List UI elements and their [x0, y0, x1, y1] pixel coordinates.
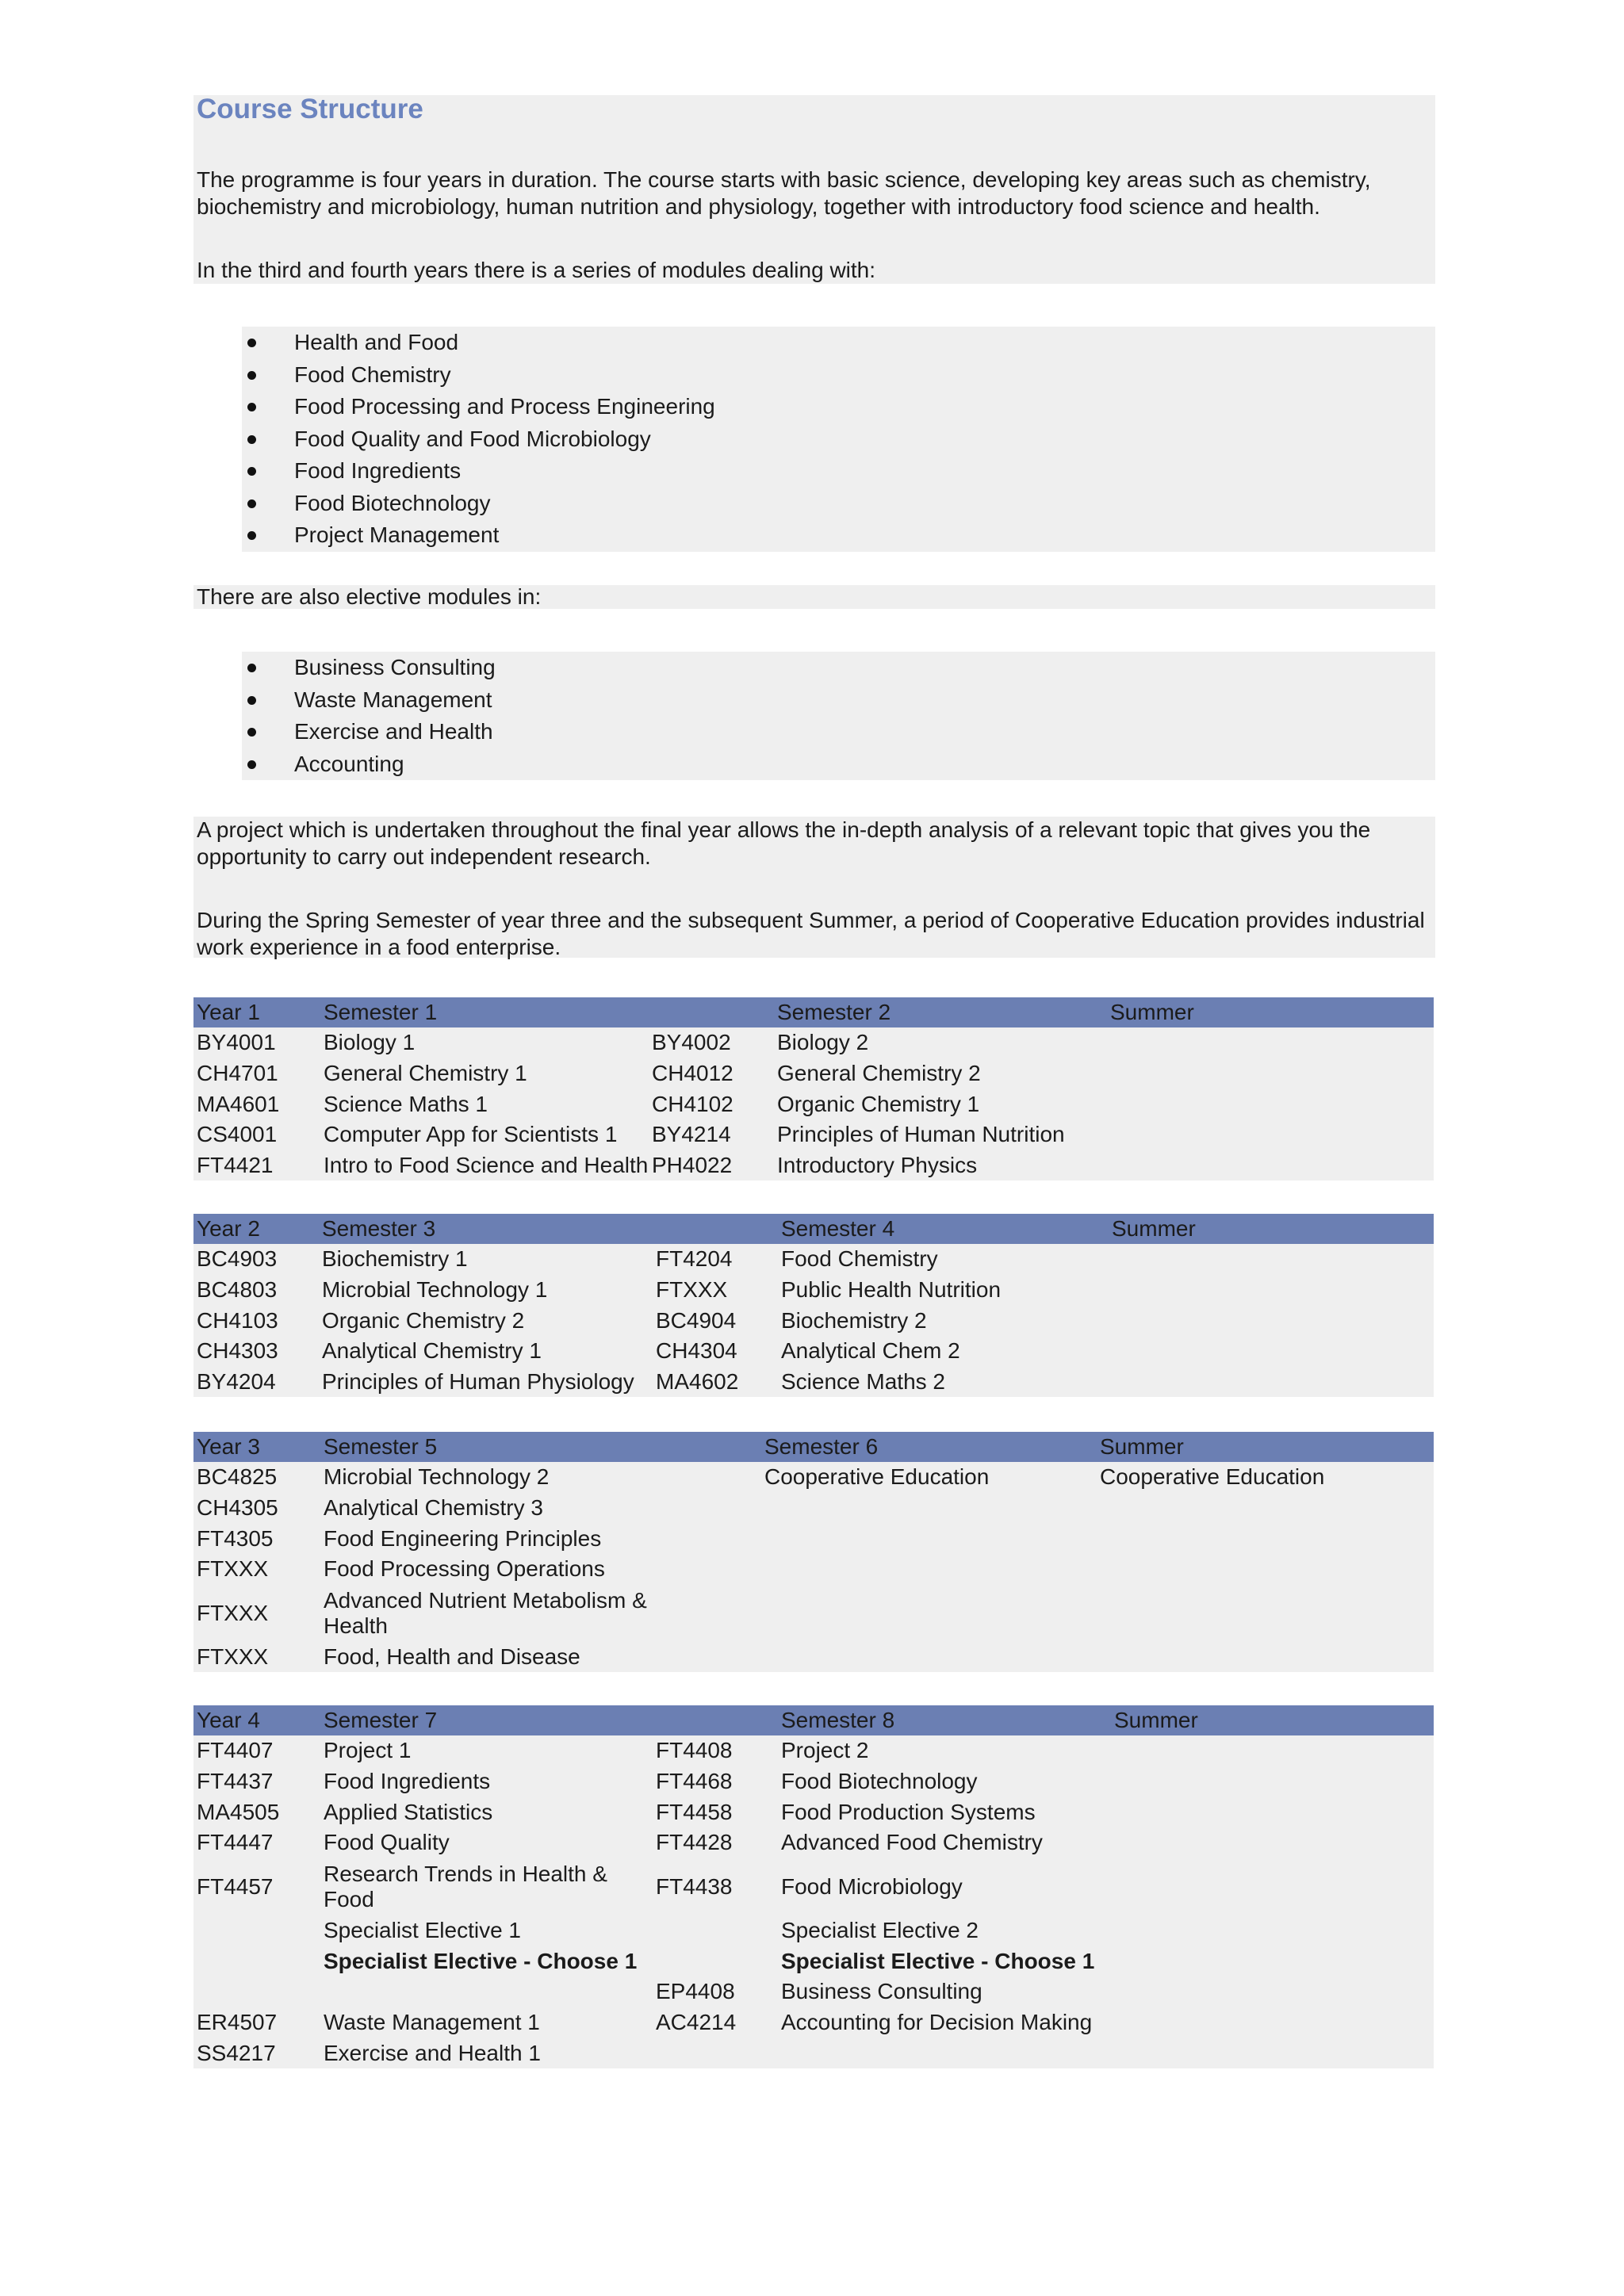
table-row [193, 1305, 1434, 1336]
table-row [193, 1523, 1434, 1554]
module-title: Biology 1 [324, 1030, 416, 1055]
table-row [193, 1119, 1434, 1150]
module-code: FTXXX [197, 1644, 269, 1670]
module-title: Biochemistry 2 [781, 1307, 927, 1333]
module-code: CH4305 [197, 1495, 278, 1521]
elective-heading: Specialist Elective - Choose 1 [324, 1948, 638, 1973]
table-row [193, 1493, 1434, 1524]
year-2-table [193, 1214, 1434, 1397]
table-row [193, 1367, 1434, 1398]
module-title: General Chemistry 1 [324, 1061, 527, 1086]
module-title: Specialist Elective 2 [781, 1918, 979, 1943]
module-title: Waste Management 1 [324, 2010, 540, 2035]
elective-heading: Specialist Elective - Choose 1 [781, 1948, 1095, 1973]
list-item: Project Management [242, 519, 1435, 552]
intro-paragraph: The programme is four years in duration. The course starts with basic science, developing key areas such as chemistry, biochemistry and microbiology, human nutrition and physiology, together with introductory food science and health. [197, 167, 1371, 219]
module-title: Applied Statistics [324, 1799, 493, 1824]
module-code: CS4001 [197, 1122, 278, 1147]
modules-intro: In the third and fourth years there is a series of modules dealing with: [197, 258, 876, 282]
module-title: Specialist Elective 1 [324, 1918, 522, 1943]
table-header [193, 1214, 1434, 1244]
module-code: EP4408 [656, 1979, 735, 2004]
table-row [193, 1976, 1434, 2007]
module-title: Accounting for Decision Making [781, 2010, 1093, 2035]
table-row [193, 1946, 1434, 1976]
table-row [193, 1027, 1434, 1058]
table-row [193, 1554, 1434, 1585]
table-row [193, 1275, 1434, 1306]
module-code: FT4428 [656, 1830, 733, 1855]
module-code: BC4825 [197, 1464, 278, 1490]
module-title: Food Production Systems [781, 1799, 1036, 1824]
module-code: MA4602 [656, 1369, 739, 1395]
module-title: Food Microbiology [781, 1873, 963, 1899]
table-row [193, 1058, 1434, 1089]
module-code: CH4103 [197, 1307, 278, 1333]
module-code: FTXXX [656, 1277, 728, 1303]
table-row [193, 2007, 1434, 2038]
semester-a-label: Semester 3 [322, 1216, 436, 1241]
electives-intro: There are also elective modules in: [197, 584, 542, 609]
module-code: BY4001 [197, 1030, 276, 1055]
project-paragraph: A project which is undertaken throughout the final year allows the in-depth analysis of a relevant topic that gives you the opportunity to carry out independent research. [197, 817, 1371, 869]
module-title: Business Consulting [781, 1979, 982, 2004]
module-title: Research Trends in Health & Food [324, 1861, 607, 1911]
module-code: CH4303 [197, 1338, 278, 1364]
module-code: BY4204 [197, 1369, 276, 1395]
year-3-table [193, 1432, 1434, 1672]
module-code: CH4102 [652, 1091, 733, 1116]
year-4-table [193, 1705, 1434, 2068]
module-title: Food Engineering Principles [324, 1525, 602, 1551]
module-title: Project 1 [324, 1738, 412, 1763]
page-title: Course Structure [197, 94, 423, 124]
module-title: Public Health Nutrition [781, 1277, 1002, 1303]
semester-b-label: Semester 8 [781, 1708, 895, 1732]
table-row [193, 1642, 1434, 1673]
module-code: BC4903 [197, 1246, 278, 1272]
list-item: Waste Management [242, 684, 1435, 717]
list-item: Accounting [242, 748, 1435, 781]
module-code: FTXXX [197, 1556, 269, 1582]
electives-list [242, 652, 1435, 780]
table-header [193, 1432, 1434, 1462]
table-row [193, 1336, 1434, 1367]
table-row [193, 1089, 1434, 1119]
module-code: FT4407 [197, 1738, 274, 1763]
module-title: Principles of Human Physiology [322, 1369, 634, 1395]
module-title: Intro to Food Science and Health [324, 1153, 649, 1178]
module-code: FT4468 [656, 1769, 733, 1794]
module-title: General Chemistry 2 [777, 1061, 981, 1086]
module-title: Food Processing Operations [324, 1556, 605, 1582]
module-code: MA4505 [197, 1799, 280, 1824]
year-label: Year 1 [197, 1000, 260, 1024]
module-title: Organic Chemistry 2 [322, 1307, 525, 1333]
module-title: Biology 2 [777, 1030, 869, 1055]
module-code: FT4421 [197, 1153, 274, 1178]
semester-a-label: Semester 1 [324, 1000, 438, 1024]
semester-b-label: Semester 4 [781, 1216, 895, 1241]
year-label: Year 2 [197, 1216, 260, 1241]
summer-label: Summer [1114, 1708, 1198, 1732]
module-code: AC4214 [656, 2010, 737, 2035]
coop-paragraph: During the Spring Semester of year three and the subsequent Summer, a period of Cooperative Education provides industrial work experience in a food enterprise. [197, 908, 1425, 959]
module-title: Principles of Human Nutrition [777, 1122, 1065, 1147]
module-title: Project 2 [781, 1738, 869, 1763]
module-code: FT4437 [197, 1769, 274, 1794]
module-title: Food Quality [324, 1830, 450, 1855]
module-code: FT4438 [656, 1873, 733, 1899]
module-title: Analytical Chemistry 1 [322, 1338, 542, 1364]
module-title: Advanced Nutrient Metabolism & Health [324, 1587, 647, 1638]
module-title: Science Maths 2 [781, 1369, 945, 1395]
module-code: MA4601 [197, 1091, 280, 1116]
year-1-table [193, 997, 1434, 1181]
module-code: FT4305 [197, 1525, 274, 1551]
modules-list [242, 327, 1435, 552]
module-code: BC4803 [197, 1277, 278, 1303]
module-code: CH4304 [656, 1338, 737, 1364]
table-row [193, 1585, 1434, 1642]
module-code: BY4002 [652, 1030, 731, 1055]
list-item: Business Consulting [242, 652, 1435, 684]
semester-b-label: Semester 6 [764, 1434, 879, 1459]
table-header [193, 1705, 1434, 1735]
table-row [193, 1915, 1434, 1946]
semester-b-label: Semester 2 [777, 1000, 891, 1024]
table-row [193, 1462, 1434, 1493]
module-title: Introductory Physics [777, 1153, 978, 1178]
module-code: BY4214 [652, 1122, 731, 1147]
module-code: FTXXX [197, 1600, 269, 1625]
module-title: Food Biotechnology [781, 1769, 978, 1794]
list-item: Exercise and Health [242, 716, 1435, 748]
table-row [193, 1797, 1434, 1827]
module-title: Cooperative Education [1100, 1464, 1325, 1490]
table-row [193, 1827, 1434, 1858]
year-label: Year 4 [197, 1708, 260, 1732]
module-code: ER4507 [197, 2010, 278, 2035]
module-title: Microbial Technology 1 [322, 1277, 548, 1303]
year-label: Year 3 [197, 1434, 260, 1459]
table-row [193, 1858, 1434, 1915]
module-code: CH4701 [197, 1061, 278, 1086]
module-title: Analytical Chem 2 [781, 1338, 960, 1364]
list-item: Health and Food [242, 327, 1435, 359]
module-code: FT4447 [197, 1830, 274, 1855]
module-title: Food, Health and Disease [324, 1644, 580, 1670]
table-header [193, 997, 1434, 1027]
table-row [193, 1244, 1434, 1275]
table-row [193, 1766, 1434, 1797]
list-item: Food Biotechnology [242, 488, 1435, 520]
list-item: Food Quality and Food Microbiology [242, 423, 1435, 456]
module-code: FT4458 [656, 1799, 733, 1824]
module-code: SS4217 [197, 2040, 276, 2065]
summer-label: Summer [1110, 1000, 1194, 1024]
table-row [193, 1150, 1434, 1181]
summer-label: Summer [1100, 1434, 1184, 1459]
module-title: Analytical Chemistry 3 [324, 1495, 543, 1521]
module-title: Food Ingredients [324, 1769, 491, 1794]
module-code: FT4204 [656, 1246, 733, 1272]
list-item: Food Processing and Process Engineering [242, 391, 1435, 423]
module-code: BC4904 [656, 1307, 737, 1333]
semester-a-label: Semester 7 [324, 1708, 438, 1732]
list-item: Food Ingredients [242, 455, 1435, 488]
module-title: Food Chemistry [781, 1246, 938, 1272]
module-code: PH4022 [652, 1153, 733, 1178]
module-title: Biochemistry 1 [322, 1246, 468, 1272]
module-code: FT4457 [197, 1873, 274, 1899]
module-title: Cooperative Education [764, 1464, 990, 1490]
module-code: CH4012 [652, 1061, 733, 1086]
semester-a-label: Semester 5 [324, 1434, 438, 1459]
table-row [193, 1735, 1434, 1766]
list-item: Food Chemistry [242, 359, 1435, 392]
module-title: Organic Chemistry 1 [777, 1091, 980, 1116]
summer-label: Summer [1112, 1216, 1196, 1241]
module-title: Microbial Technology 2 [324, 1464, 550, 1490]
module-title: Advanced Food Chemistry [781, 1830, 1043, 1855]
module-code: FT4408 [656, 1738, 733, 1763]
table-row [193, 2038, 1434, 2069]
module-title: Exercise and Health 1 [324, 2040, 541, 2065]
module-title: Computer App for Scientists 1 [324, 1122, 618, 1147]
module-title: Science Maths 1 [324, 1091, 488, 1116]
